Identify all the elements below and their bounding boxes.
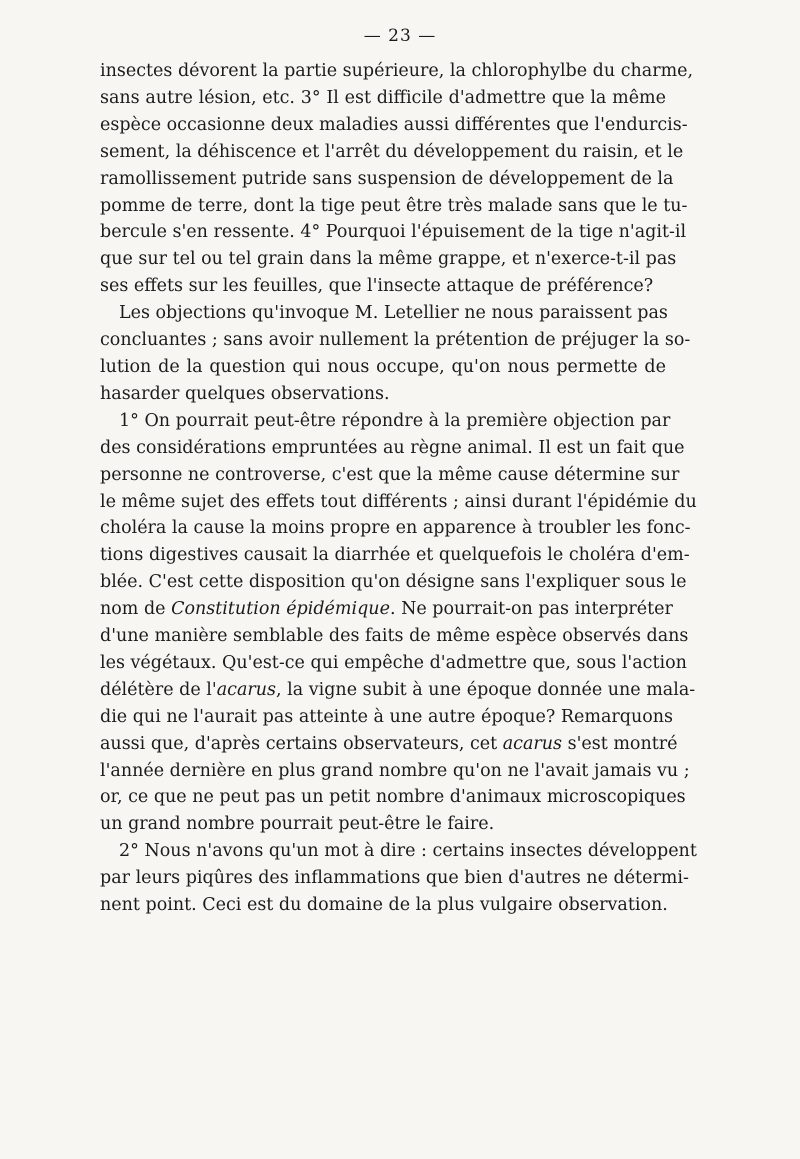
text-line: personne ne controverse, c'est que la même cause détermine sur	[100, 464, 680, 485]
text-line: lution de la question qui nous occupe, qu'on nous permette de	[100, 356, 666, 377]
italic-term: acarus	[216, 679, 277, 700]
line-text-after: s'est montré	[562, 733, 678, 754]
paragraph-1	[100, 58, 694, 300]
text-line: d'une manière semblable des faits de même espèce observés dans	[100, 626, 689, 647]
text-line: concluantes ; sans avoir nullement la prétention de préjuger la so-	[100, 330, 691, 351]
line-text-before: aussi que, d'après certains observateurs, cet	[100, 733, 503, 754]
text-line: sement, la déhiscence et l'arrêt du développement du raisin, et le	[100, 141, 684, 162]
text-line	[100, 300, 666, 327]
page-text	[100, 58, 697, 919]
text-line: or, ce que ne peut pas un petit nombre d'animaux microscopiques	[100, 787, 686, 808]
text-line: nent point. Ceci est du domaine de la plus vulgaire observation.	[100, 895, 668, 916]
italic-term: acarus	[502, 733, 563, 754]
text-line: blée. C'est cette disposition qu'on désigne sans l'expliquer sous le	[100, 572, 687, 593]
text-line	[100, 838, 697, 865]
italic-term: Constitution épidémique	[171, 599, 390, 620]
text-line	[100, 596, 673, 623]
paragraph-4	[100, 838, 697, 919]
text-line: die qui ne l'aurait pas atteinte à une autre époque? Remarquons	[100, 706, 674, 727]
text-line: pomme de terre, dont la tige peut être très malade sans que le tu-	[100, 195, 688, 216]
paragraph-3	[100, 408, 697, 839]
text-line: ses effets sur les feuilles, que l'insecte attaque de préférence?	[100, 276, 654, 297]
text-line: un grand nombre pourrait peut-être le faire.	[100, 814, 495, 835]
text-line: les végétaux. Qu'est-ce qui empêche d'admettre que, sous l'action	[100, 652, 687, 673]
line-text-before: nom de	[100, 599, 172, 620]
text-line: espèce occasionne deux maladies aussi différentes que l'endurcis-	[100, 114, 688, 135]
text-line: choléra la cause la moins propre en apparence à troubler les fonc-	[100, 518, 691, 539]
text-line: bercule s'en ressente. 4° Pourquoi l'épuisement de la tige n'agit-il	[100, 222, 687, 243]
line-text: Les objections qu'invoque M. Letellier ne nous paraissent pas	[119, 303, 668, 324]
text-line: le même sujet des effets tout différents ; ainsi durant l'épidémie du	[100, 491, 697, 512]
text-line	[100, 677, 696, 704]
paragraph-2	[100, 300, 691, 408]
text-line: par leurs piqûres des inflammations que bien d'autres ne détermi-	[100, 868, 689, 889]
text-line: insectes dévorent la partie supérieure, la chlorophylbe du charme,	[100, 61, 694, 81]
line-text: 2° Nous n'avons qu'un mot à dire : certains insectes développent	[119, 841, 697, 862]
text-line: sans autre lésion, etc. 3° Il est difficile d'admettre que la même	[100, 87, 666, 108]
text-line: tions digestives causait la diarrhée et quelquefois le choléra d'em-	[100, 545, 690, 566]
line-text-after: . Ne pourrait-on pas interpréter	[389, 599, 673, 620]
text-line: des considérations empruntées au règne animal. Il est un fait que	[100, 437, 685, 458]
text-line: ramollissement putride sans suspension de développement de la	[100, 168, 674, 189]
line-text-after: , la vigne subit à une époque donnée une mala-	[276, 679, 696, 700]
text-line: hasarder quelques observations.	[100, 383, 390, 404]
text-line: l'année dernière en plus grand nombre qu'on ne l'avait jamais vu ;	[100, 760, 690, 781]
page-number: — 23 —	[363, 26, 437, 46]
text-line	[100, 408, 671, 435]
line-text: 1° On pourrait peut-être répondre à la première objection par	[119, 410, 671, 431]
line-text-before: délétère de l'	[100, 679, 217, 700]
text-line: que sur tel ou tel grain dans la même grappe, et n'exerce-t-il pas	[100, 249, 677, 270]
text-line	[100, 731, 678, 758]
